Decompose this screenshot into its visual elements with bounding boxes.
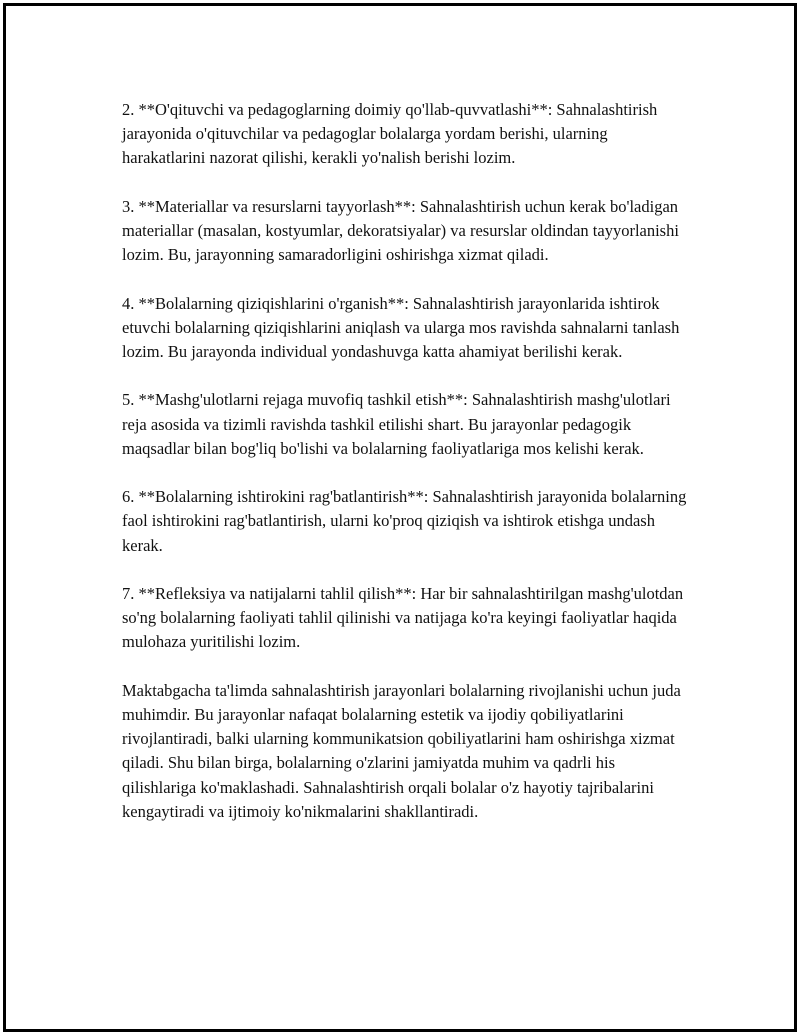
conclusion-paragraph: Maktabgacha ta'limda sahnalashtirish jarayonlari bolalarning rivojlanishi uchun juda muhimdir. Bu jarayonlar nafaqat bolalarning estetik va ijodiy qobiliyatlarini rivojlantiradi, balki ularning kommunikatsion qobiliyatlarini ham oshirishga xizmat qiladi. Shu bilan birga, bolalarning o'zlarini jamiyatda muhim va qadrli his qilishlariga ko'maklashadi. Sahnalashtirish orqali bolalar o'z hayotiy tajribalarini kengaytiradi va ijtimoiy ko'nikmalarini shakllantiradi.	[122, 680, 681, 821]
paragraph-item-3: 3. **Materiallar va resurslarni tayyorlash**: Sahnalashtirish uchun kerak bo'ladigan materiallar (masalan, kostyumlar, dekoratsiyalar) va resurslar oldindan tayyorlanishi lozim. Bu, jarayonning samaradorligini oshirishga xizmat qiladi.	[122, 196, 679, 265]
paragraph-item-7: 7. **Refleksiya va natijalarni tahlil qilish**: Har bir sahnalashtirilgan mashg'ulotdan so'ng bolalarning faoliyati tahlil qilinishi va natijaga ko'ra keyingi faoliyatlar haqida mulohaza yuritilishi lozim.	[122, 583, 684, 652]
paragraph-item-4: 4. **Bolalarning qiziqishlarini o'rganish**: Sahnalashtirish jarayonlarida ishtirok etuvchi bolalarning qiziqishlarini aniqlash va ularga mos ravishda sahnalarni tanlash lozim. Bu jarayonda individual yondashuvga katta ahamiyat berilishi kerak.	[122, 293, 680, 361]
page-border	[3, 3, 797, 1032]
paragraph-item-5: 5. **Mashg'ulotlarni rejaga muvofiq tashkil etish**: Sahnalashtirish mashg'ulotlari reja asosida va tizimli ravishda tashkil etilishi shart. Bu jarayonlar pedagogik maqsadlar bilan bog'liq bo'lishi va bolalarning faoliyatlariga mos kelishi kerak.	[122, 390, 671, 458]
paragraph-item-2: 2. **O'qituvchi va pedagoglarning doimiy qo'llab-quvvatlashi**: Sahnalashtirish jarayonida o'qituvchilar va pedagoglar bolalarga yordam berishi, ularning harakatlarini nazorat qilishi, kerakli yo'nalish berishi lozim.	[122, 100, 658, 168]
paragraph-item-6: 6. **Bolalarning ishtirokini rag'batlantirish**: Sahnalashtirish jarayonida bolalarning faol ishtirokini rag'batlantirish, ularni ko'proq qiziqish va ishtirok etishga undash kerak.	[122, 487, 687, 555]
document-body	[122, 98, 692, 824]
